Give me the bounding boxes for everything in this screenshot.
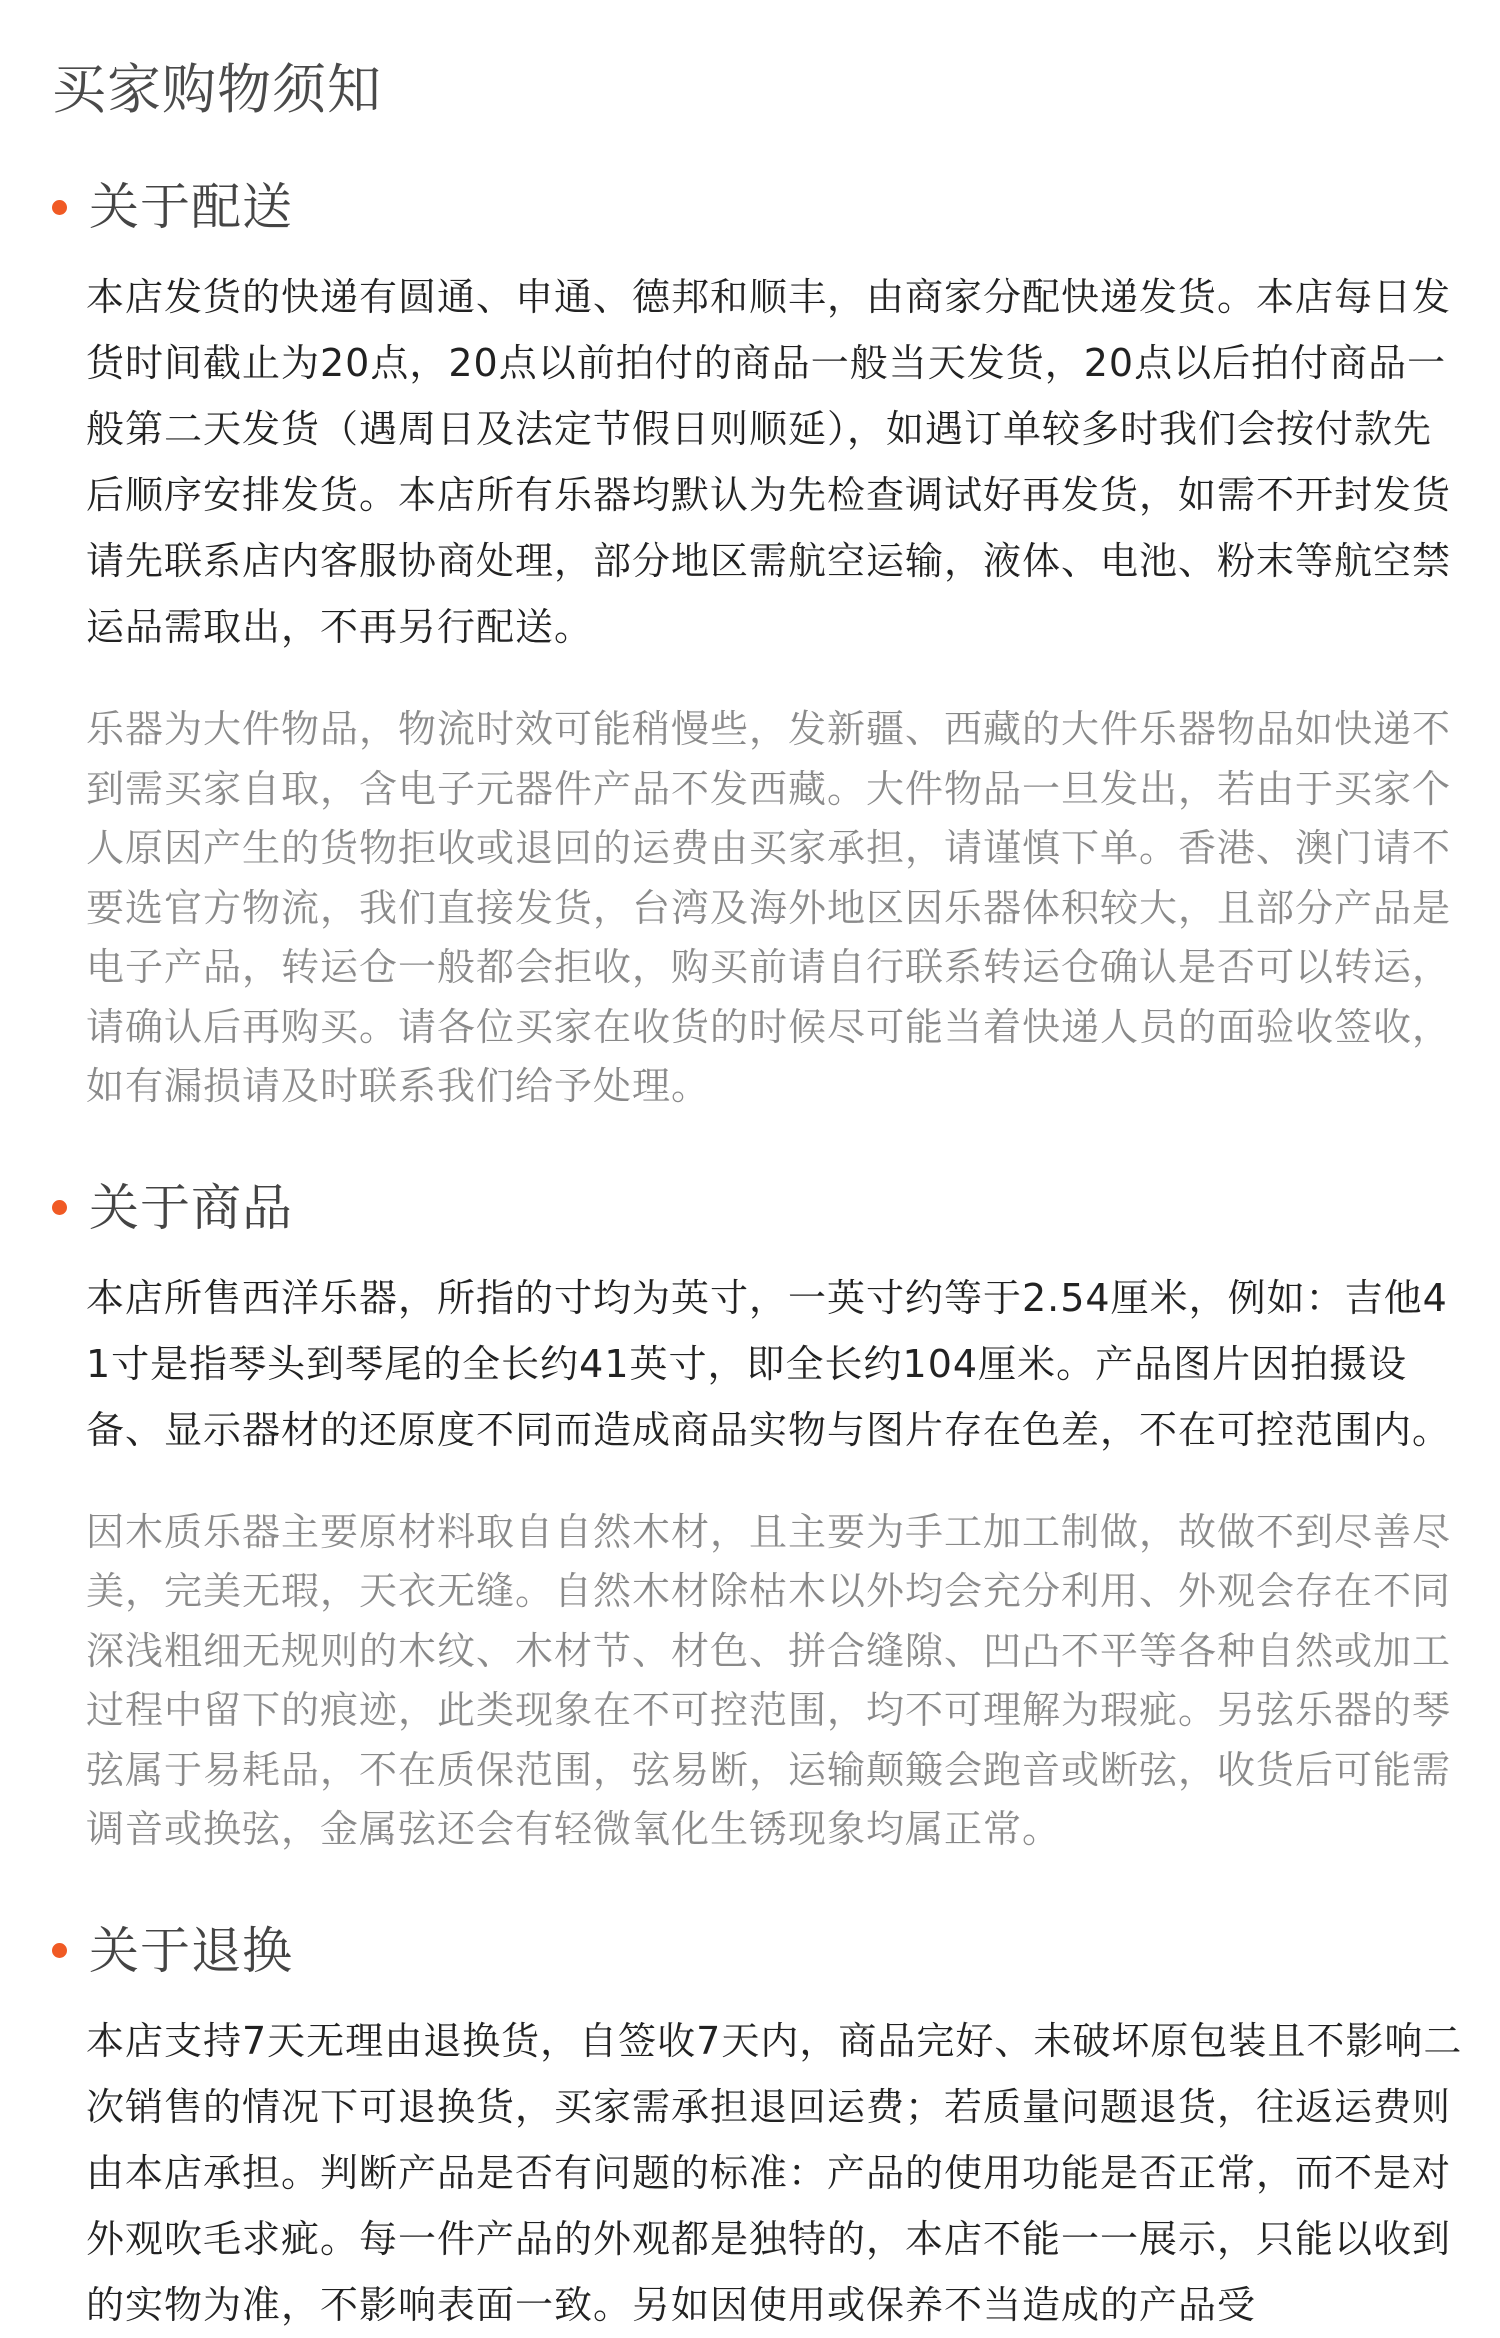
section-title: 关于商品 [89,1178,293,1237]
section-note-text: 乐器为大件物品，物流时效可能稍慢些，发新疆、西藏的大件乐器物品如快递不到需买家自取，含电子元器件产品不发西藏。大件物品一旦发出，若由于买家个人原因产生的货物拒收或退回的运费由买家承担，请谨慎下单。香港、澳门请不要选官方物流，我们直接发货，台湾及海外地区因乐器体积较大，且部分产品是电子产品，转运仓一般都会拒收，购买前请自行联系转运仓确认是否可以转运，请确认后再购买。请各位买家在收货的时候尽可能当着快递人员的面验收签收，如有漏损请及时联系我们给予处理。 [86,707,1452,1108]
section-products [52,1173,1466,1916]
section-main-text: 本店所售西洋乐器，所指的寸均为英寸，一英寸约等于2.54厘米，例如：吉他41寸是指琴头到琴尾的全长约41英寸，即全长约104厘米。产品图片因拍摄设备、显示器材的还原度不同而造成商品实物与图片存在色差，不在可控范围内。 [86,1275,1452,1452]
section-returns [52,1916,1466,2338]
section-main-text: 本店支持7天无理由退换货，自签收7天内，商品完好、未破坏原包装且不影响二次销售的情况下可退换货，买家需承担退回运费；若质量问题退货，往返运费则由本店承担。判断产品是否有问题的标准：产品的使用功能是否正常，而不是对外观吹毛求疵。每一件产品的外观都是独特的，本店不能一一展示，只能以收到的实物为准，不影响表面一致。另如因使用或保养不当造成的产品受 [86,2018,1463,2327]
section-note-text: 因木质乐器主要原材料取自自然木材，且主要为手工加工制做，故做不到尽善尽美，完美无瑕，天衣无缝。自然木材除枯木以外均会充分利用、外观会存在不同深浅粗细无规则的木纹、木材节、材色、拼合缝隙、凹凸不平等各种自然或加工过程中留下的痕迹，此类现象在不可控范围，均不可理解为瑕疵。另弦乐器的琴弦属于易耗品，不在质保范围，弦易断，运输颠簸会跑音或断弦，收货后可能需调音或换弦，金属弦还会有轻微氧化生锈现象均属正常。 [86,1509,1452,1851]
section-header [52,1916,1466,1986]
section-delivery [52,172,1466,1173]
section-title: 关于配送 [89,178,293,236]
section-header [52,172,1466,242]
section-header [52,1173,1466,1243]
section-main-text: 本店发货的快递有圆通、申通、德邦和顺丰，由商家分配快递发货。本店每日发货时间截止为20点，20点以前拍付的商品一般当天发货，20点以后拍付商品一般第二天发货（遇周日及法定节假日则顺延），如遇订单较多时我们会按付款先后顺序安排发货。本店所有乐器均默认为先检查调试好再发货，如需不开封发货请先联系店内客服协商处理，部分地区需航空运输，液体、电池、粉末等航空禁运品需取出，不再另行配送。 [86,275,1452,649]
bullet-dot-icon [52,1943,67,1958]
page-title: 买家购物须知 [52,58,382,121]
bullet-dot-icon [52,200,67,215]
bullet-dot-icon [52,1200,67,1215]
section-title: 关于退换 [89,1921,293,1980]
